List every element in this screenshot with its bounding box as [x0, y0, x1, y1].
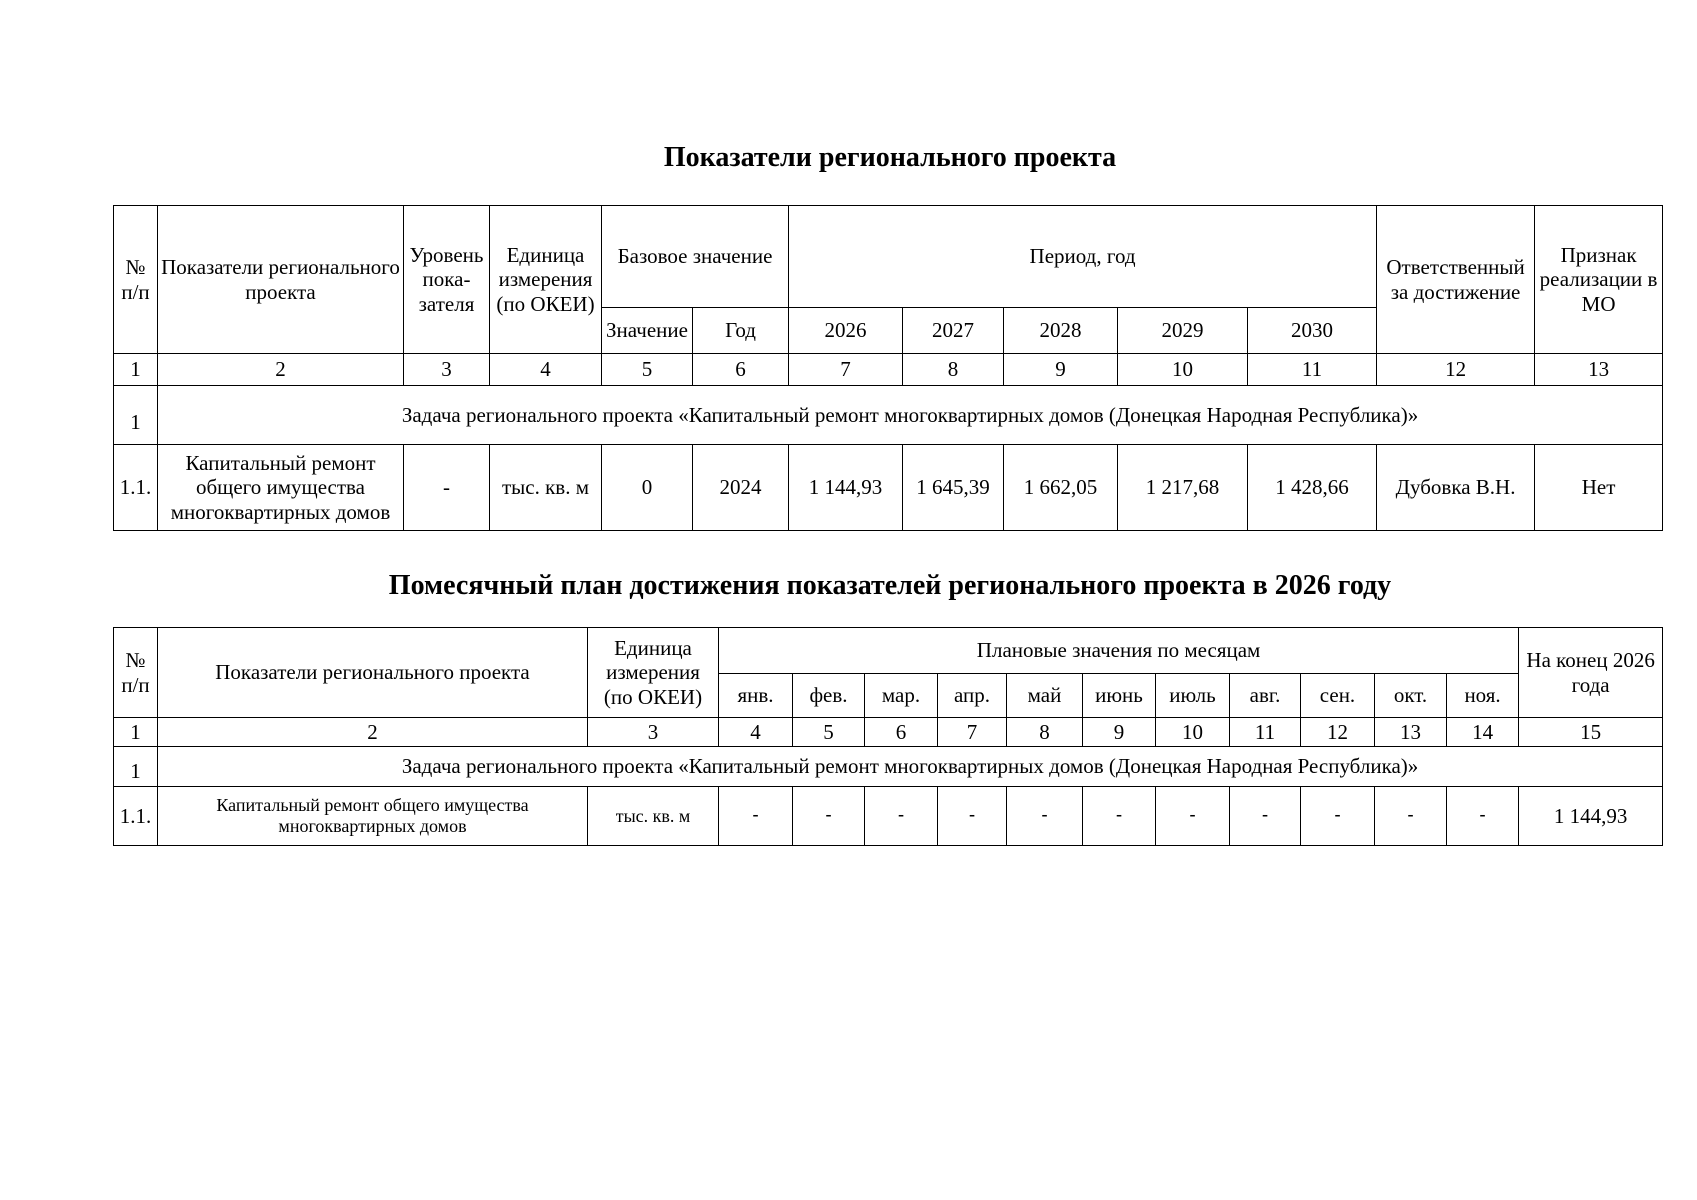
task-row: [114, 386, 1663, 445]
monthly-plan-table: [113, 627, 1663, 846]
col-number: 13: [1375, 718, 1447, 747]
header-base: Базовое значение: [602, 206, 789, 308]
section2-title: Помесячный план достижения показателей регионального проекта в 2026 году: [388, 570, 1392, 601]
header-year: Год: [693, 308, 789, 354]
indicators-table: [113, 205, 1663, 531]
col-number: 2: [158, 354, 404, 386]
header-month-aug: авг.: [1230, 674, 1301, 718]
column-numbers-row: [114, 354, 1663, 386]
col-number: 5: [793, 718, 865, 747]
row-unit: тыс. кв. м: [588, 787, 719, 846]
col-number: 9: [1004, 354, 1118, 386]
row-month-jul: -: [1156, 787, 1230, 846]
row-num: 1.1.: [114, 787, 158, 846]
table-row: [114, 787, 1663, 846]
header-unit: Единица измерения (по ОКЕИ): [490, 206, 602, 354]
header-period: Период, год: [789, 206, 1377, 308]
header-month-jan: янв.: [719, 674, 793, 718]
header-level: Уровень пока-зателя: [404, 206, 490, 354]
header-month-jul: июль: [1156, 674, 1230, 718]
header-month-apr: апр.: [938, 674, 1007, 718]
task-text: Задача регионального проекта «Капитальный ремонт многоквартирных домов (Донецкая Народная Республика)»: [158, 386, 1663, 445]
header-indicator: Показатели регионального проекта: [158, 628, 588, 718]
header-month-nov: ноя.: [1447, 674, 1519, 718]
header-year-2029: 2029: [1118, 308, 1248, 354]
row-level: -: [404, 445, 490, 531]
header-sign: Признак реализации в МО: [1535, 206, 1663, 354]
col-number: 15: [1519, 718, 1663, 747]
col-number: 2: [158, 718, 588, 747]
header-num: № п/п: [114, 206, 158, 354]
task-num: 1: [114, 747, 158, 787]
col-number: 8: [903, 354, 1004, 386]
col-number: 6: [865, 718, 938, 747]
col-number: 3: [404, 354, 490, 386]
header-year-2027: 2027: [903, 308, 1004, 354]
col-number: 4: [719, 718, 793, 747]
row-value-2030: 1 428,66: [1248, 445, 1377, 531]
row-month-may: -: [1007, 787, 1083, 846]
col-number: 12: [1377, 354, 1535, 386]
row-month-oct: -: [1375, 787, 1447, 846]
header-end: На конец 2026 года: [1519, 628, 1663, 718]
col-number: 5: [602, 354, 693, 386]
header-unit: Единица измерения (по ОКЕИ): [588, 628, 719, 718]
row-month-nov: -: [1447, 787, 1519, 846]
row-month-aug: -: [1230, 787, 1301, 846]
row-month-sep: -: [1301, 787, 1375, 846]
row-end: 1 144,93: [1519, 787, 1663, 846]
header-year-2030: 2030: [1248, 308, 1377, 354]
table-row: [114, 445, 1663, 531]
header-year-2026: 2026: [789, 308, 903, 354]
header-value: Значение: [602, 308, 693, 354]
row-sign: Нет: [1535, 445, 1663, 531]
header-month-mar: мар.: [865, 674, 938, 718]
row-responsible: Дубовка В.Н.: [1377, 445, 1535, 531]
row-base-value: 0: [602, 445, 693, 531]
row-indicator: Капитальный ремонт общего имущества многоквартирных домов: [158, 787, 588, 846]
column-numbers-row: [114, 718, 1663, 747]
header-month-may: май: [1007, 674, 1083, 718]
row-base-year: 2024: [693, 445, 789, 531]
col-number: 11: [1248, 354, 1377, 386]
task-num: 1: [114, 386, 158, 445]
col-number: 12: [1301, 718, 1375, 747]
section1-title: Показатели регионального проекта: [663, 142, 1117, 173]
row-month-mar: -: [865, 787, 938, 846]
row-month-feb: -: [793, 787, 865, 846]
row-month-jun: -: [1083, 787, 1156, 846]
row-value-2026: 1 144,93: [789, 445, 903, 531]
col-number: 11: [1230, 718, 1301, 747]
col-number: 9: [1083, 718, 1156, 747]
col-number: 10: [1156, 718, 1230, 747]
col-number: 13: [1535, 354, 1663, 386]
col-number: 3: [588, 718, 719, 747]
header-plan: Плановые значения по месяцам: [719, 628, 1519, 674]
row-value-2027: 1 645,39: [903, 445, 1004, 531]
header-month-feb: фев.: [793, 674, 865, 718]
task-text: Задача регионального проекта «Капитальный ремонт многоквартирных домов (Донецкая Народная Республика)»: [158, 747, 1663, 787]
row-month-apr: -: [938, 787, 1007, 846]
col-number: 6: [693, 354, 789, 386]
task-row: [114, 747, 1663, 787]
header-month-oct: окт.: [1375, 674, 1447, 718]
row-indicator: Капитальный ремонт общего имущества многоквартирных домов: [158, 445, 404, 531]
header-indicator: Показатели регионального проекта: [158, 206, 404, 354]
header-year-2028: 2028: [1004, 308, 1118, 354]
col-number: 7: [938, 718, 1007, 747]
row-month-jan: -: [719, 787, 793, 846]
header-num: № п/п: [114, 628, 158, 718]
header-responsible: Ответственный за достижение: [1377, 206, 1535, 354]
row-value-2028: 1 662,05: [1004, 445, 1118, 531]
header-month-jun: июнь: [1083, 674, 1156, 718]
col-number: 14: [1447, 718, 1519, 747]
col-number: 1: [114, 718, 158, 747]
col-number: 10: [1118, 354, 1248, 386]
col-number: 7: [789, 354, 903, 386]
col-number: 8: [1007, 718, 1083, 747]
header-month-sep: сен.: [1301, 674, 1375, 718]
row-unit: тыс. кв. м: [490, 445, 602, 531]
row-value-2029: 1 217,68: [1118, 445, 1248, 531]
row-num: 1.1.: [114, 445, 158, 531]
col-number: 1: [114, 354, 158, 386]
col-number: 4: [490, 354, 602, 386]
